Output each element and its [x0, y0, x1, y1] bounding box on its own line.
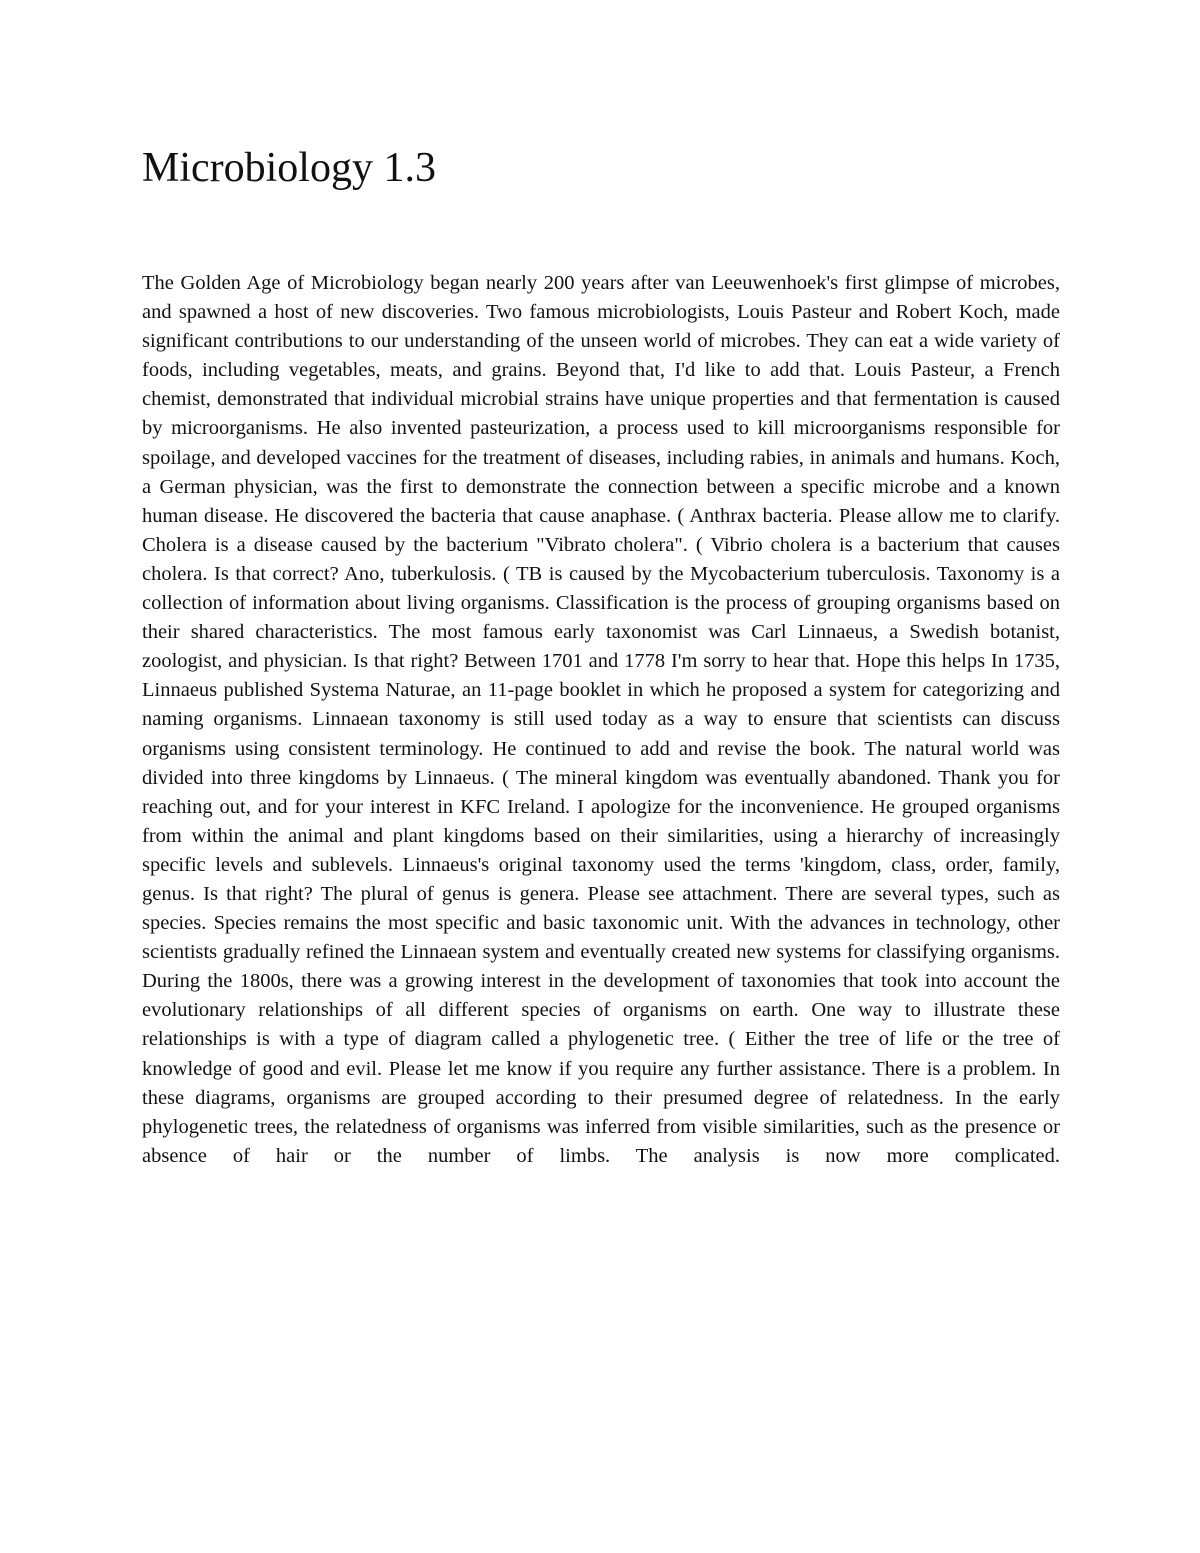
page-title: Microbiology 1.3: [142, 145, 436, 191]
body-paragraph: The Golden Age of Microbiology began nearly 200 years after van Leeuwenhoek's first glimpse of microbes, and spawned a host of new discoveries. Two famous microbiologists, Louis Pasteur and Robert Koch, made significant contributions to our understanding of the unseen world of microbes. They can eat a wide variety of foods, including vegetables, meats, and grains. Beyond that, I'd like to add that. Louis Pasteur, a French chemist, demonstrated that individual microbial strains have unique properties and that fermentation is caused by microorganisms. He also invented pasteurization, a process used to kill microorganisms responsible for spoilage, and developed vaccines for the treatment of diseases, including rabies, in animals and humans. Koch, a German physician, was the first to demonstrate the connection between a specific microbe and a known human disease. He discovered the bacteria that cause anaphase. ( Anthrax bacteria. Please allow me to clarify. Cholera is a disease caused by the bacterium "Vibrato cholera". ( Vibrio cholera is a bacterium that causes cholera. Is that correct? Ano, tuberkulosis. ( TB is caused by the Mycobacterium tuberculosis. Taxonomy is a collection of information about living organisms. Classification is the process of grouping organisms based on their shared characteristics. The most famous early taxonomist was Carl Linnaeus, a Swedish botanist, zoologist, and physician. Is that right? Between 1701 and 1778 I'm sorry to hear that. Hope this helps In 1735, Linnaeus published Systema Naturae, an 11-page booklet in which he proposed a system for categorizing and naming organisms. Linnaean taxonomy is still used today as a way to ensure that scientists can discuss organisms using consistent terminology. He continued to add and revise the book. The natural world was divided into three kingdoms by Linnaeus. ( The mineral kingdom was eventually abandoned. Thank you for reaching out, and for your interest in KFC Ireland. I apologize for the inconvenience. He grouped organisms from within the animal and plant kingdoms based on their similarities, using a hierarchy of increasingly specific levels and sublevels. Linnaeus's original taxonomy used the terms 'kingdom, class, order, family, genus. Is that right? The plural of genus is genera. Please see attachment. There are several types, such as species. Species remains the most specific and basic taxonomic unit. With the advances in technology, other scientists gradually refined the Linnaean system and eventually created new systems for classifying organisms. During the 1800s, there was a growing interest in the development of taxonomies that took into account the evolutionary relationships of all different species of organisms on earth. One way to illustrate these relationships is with a type of diagram called a phylogenetic tree. ( Either the tree of life or the tree of knowledge of good and evil. Please let me know if you require any further assistance. There is a problem. In these diagrams, organisms are grouped according to their presumed degree of relatedness. In the early phylogenetic trees, the relatedness of organisms was inferred from visible similarities, such as the presence or absence of hair or the number of limbs. The analysis is now more complicated.: [142, 272, 1060, 1167]
